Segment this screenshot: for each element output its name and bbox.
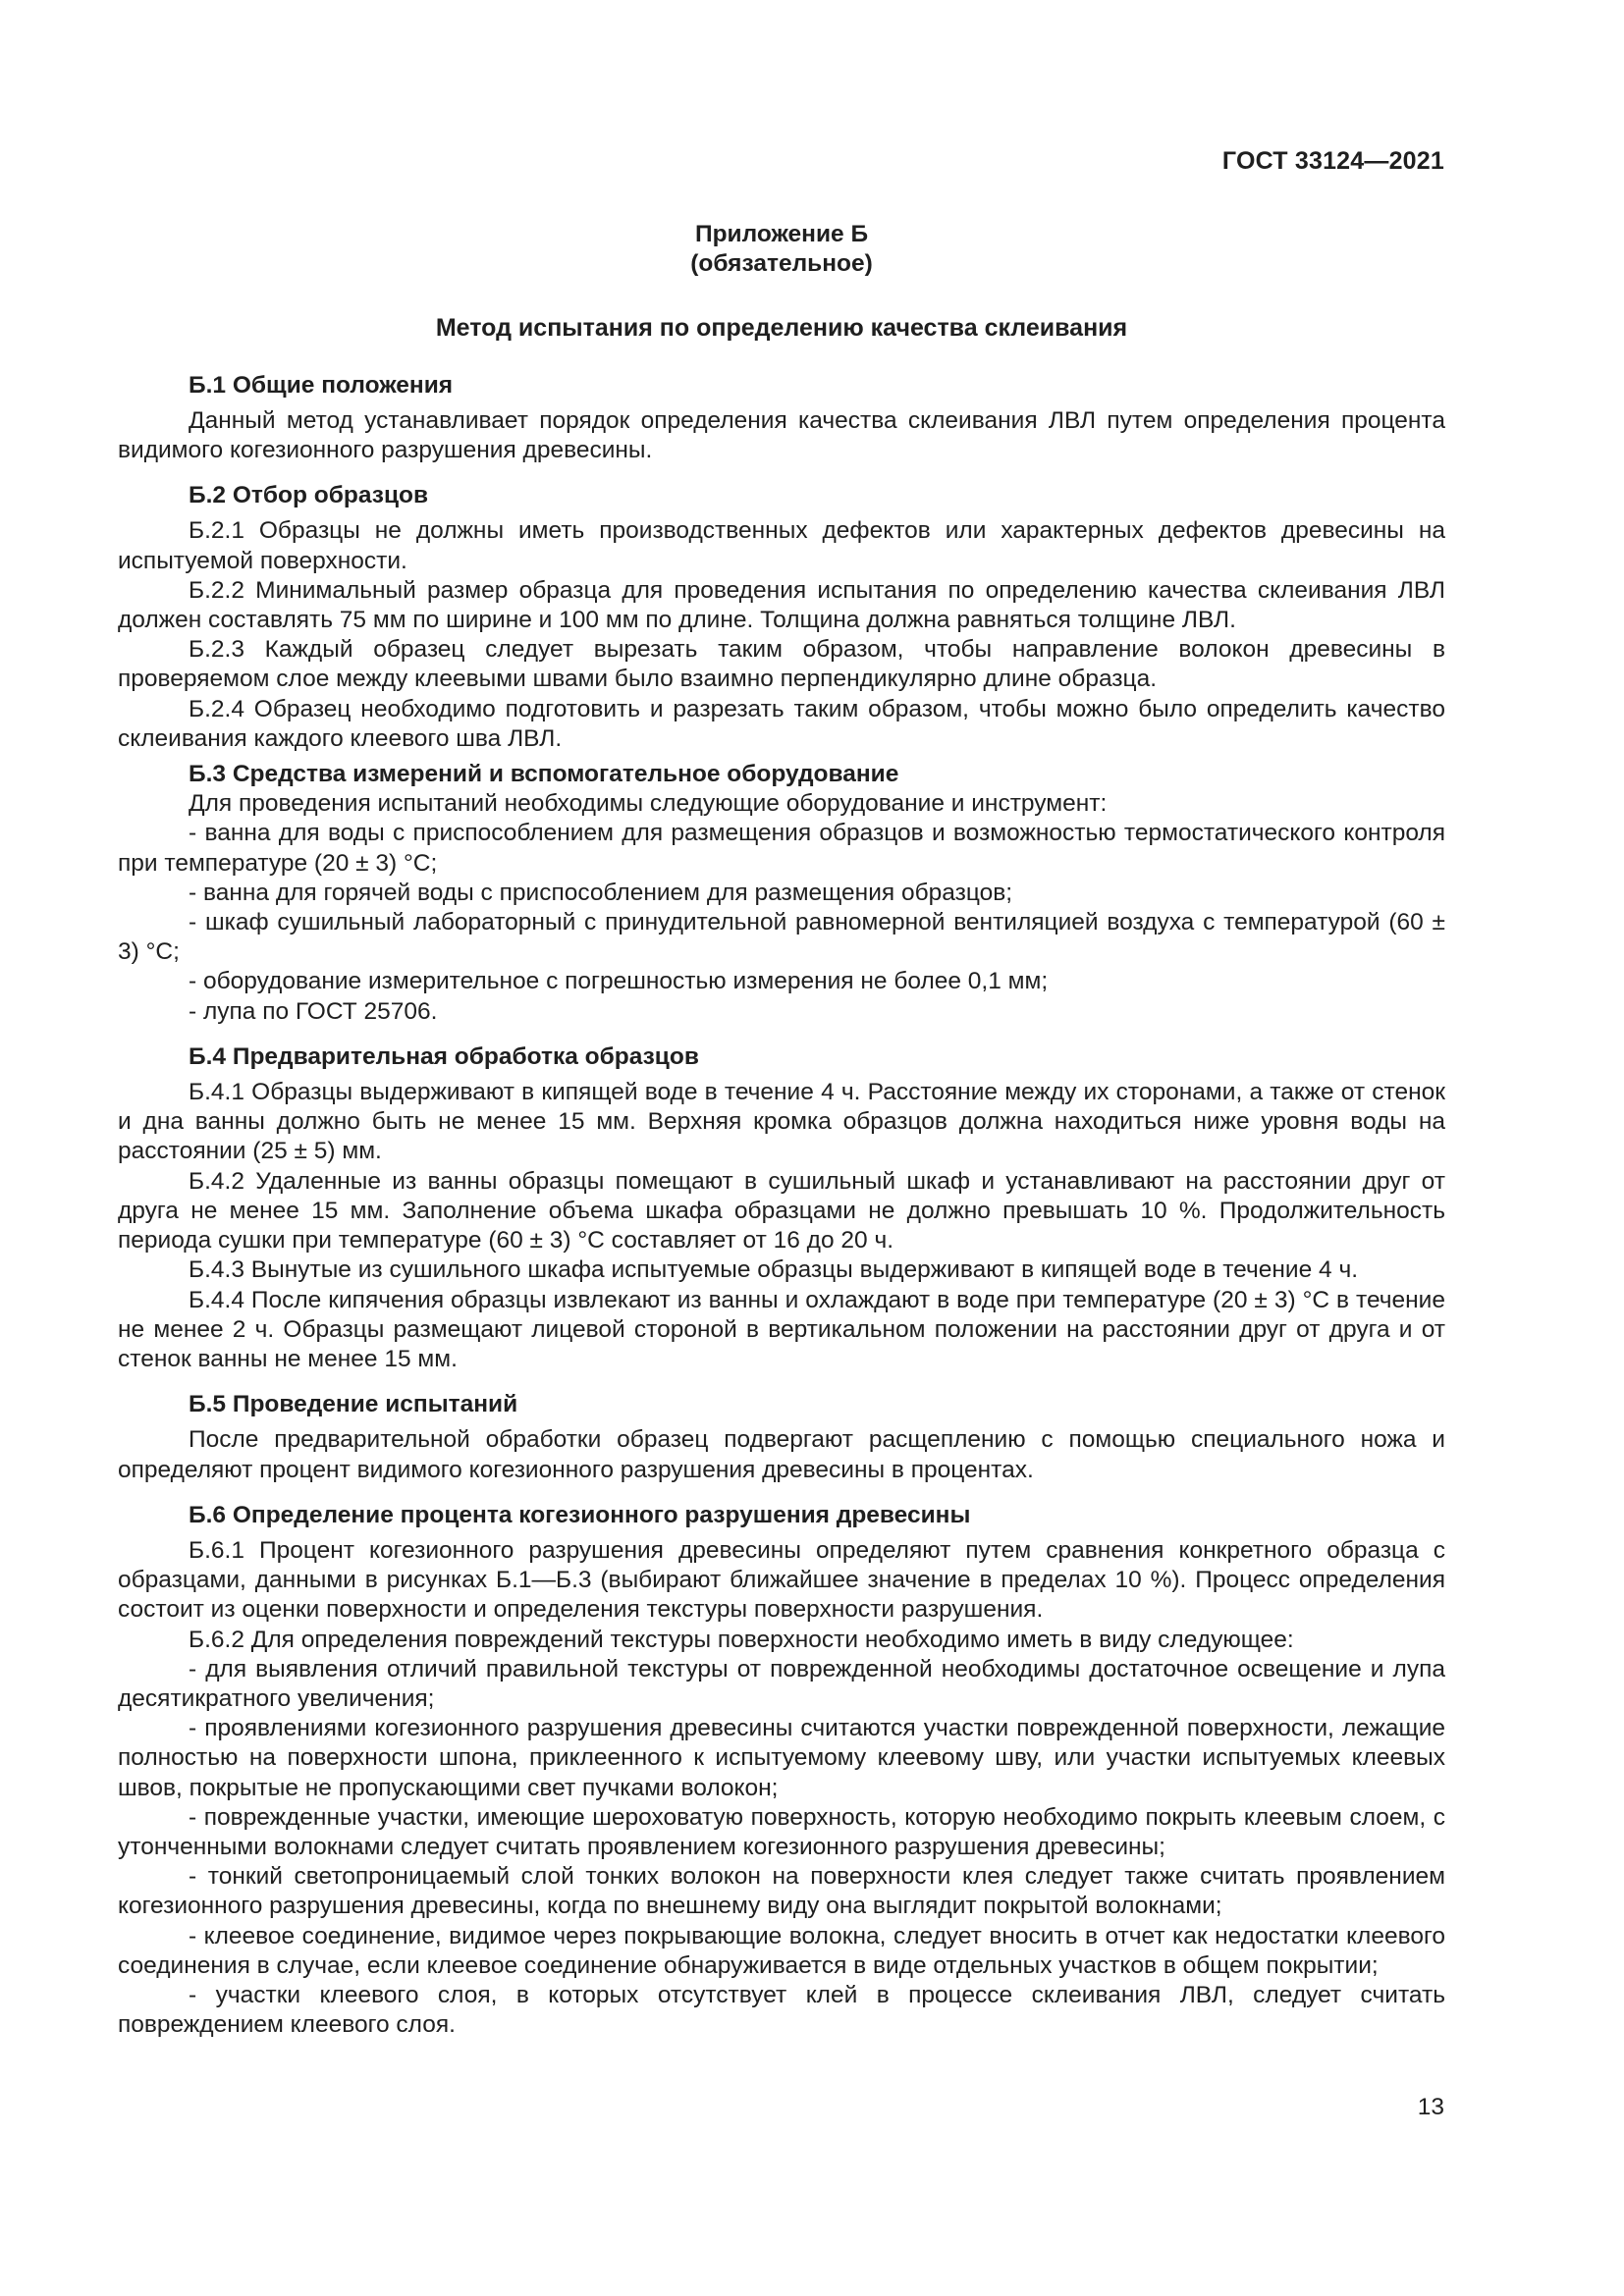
list-item: - участки клеевого слоя, в которых отсутствует клей в процессе склеивания ЛВЛ, следует считать повреждением клеевого слоя. [118,1981,1445,2039]
paragraph: Б.4.2 Удаленные из ванны образцы помещают в сушильный шкаф и устанавливают на расстоянии друг от друга не менее 15 мм. Заполнение объема шкафа образцами не должно превышать 10 %. Продолжительность периода сушки при температуре (60 ± 3) °С составляет от 16 до 20 ч. [118,1167,1445,1255]
paragraph: Б.2.1 Образцы не должны иметь производственных дефектов или характерных дефектов древесины на испытуемой поверхности. [118,517,1445,574]
list-item: - клеевое соединение, видимое через покрывающие волокна, следует вносить в отчет как недостатки клеевого соединения в случае, если клеевое соединение обнаруживается в виде отдельных участков в общем покрытии; [118,1922,1445,1979]
section-b4 [118,1042,1445,1374]
section-title: Б.1 Общие положения [189,371,454,399]
section-b3 [118,760,1445,1027]
list-item: - лупа по ГОСТ 25706. [189,997,438,1025]
page-number: 13 [1417,2094,1444,2120]
list-item: - для выявления отличий правильной текстуры от поврежденной необходимы достаточное освещение и лупа десятикратного увеличения; [118,1655,1445,1712]
list-item: - проявлениями когезионного разрушения древесины считаются участки поврежденной поверхности, лежащие полностью на поверхности шпона, приклеенного к испытуемому клеевому шву, или участки испытуемых клеевых швов, покрытые не пропускающими свет пучками волокон; [118,1715,1445,1801]
paragraph: Б.4.1 Образцы выдерживают в кипящей воде в течение 4 ч. Расстояние между их сторонами, а также от стенок и дна ванны должно быть не менее 15 мм. Верхняя кромка образцов должна находиться ниже уровня воды на расстоянии (25 ± 5) мм. [118,1079,1445,1165]
paragraph: Для проведения испытаний необходимы следующие оборудование и инструмент: [189,790,1108,818]
paragraph: Б.4.3 Вынутые из сушильного шкафа испытуемые образцы выдерживают в кипящей воде в течение 4 ч. [189,1256,1359,1284]
paragraph: Б.2.3 Каждый образец следует вырезать таким образом, чтобы направление волокон древесины в проверяемом слое между клеевыми швами было взаимно перпендикулярно длине образца. [118,636,1445,693]
list-item: - оборудование измерительное с погрешностью измерения не более 0,1 мм; [189,968,1049,995]
document-body [118,220,1445,2040]
paragraph: Данный метод устанавливает порядок определения качества склеивания ЛВЛ путем определения процента видимого когезионного разрушения древесины. [118,406,1445,464]
paragraph: Б.2.4 Образец необходимо подготовить и разрезать таким образом, чтобы можно было определить качество склеивания каждого клеевого шва ЛВЛ. [118,695,1445,752]
section-b1 [118,371,1445,466]
paragraph: После предварительной обработки образец подвергают расщеплению с помощью специального ножа и определяют процент видимого когезионного разрушения древесины в процентах. [118,1426,1445,1483]
section-title: Б.6 Определение процента когезионного разрушения древесины [189,1501,971,1528]
list-item: - шкаф сушильный лабораторный с принудительной равномерной вентиляцией воздуха с температурой (60 ± 3) °С; [118,909,1445,966]
paragraph: Б.2.2 Минимальный размер образца для проведения испытания по определению качества склеивания ЛВЛ должен составлять 75 мм по ширине и 100 мм по длине. Толщина должна равняться толщине ЛВЛ. [118,576,1445,634]
section-title: Б.4 Предварительная обработка образцов [189,1042,699,1070]
annex-type: (обязательное) [690,250,873,278]
list-item: - поврежденные участки, имеющие шероховатую поверхность, которую необходимо покрыть клеевым слоем, с утонченными волокнами следует считать проявлением когезионного разрушения древесины; [118,1803,1445,1860]
document-code: ГОСТ 33124—2021 [1221,147,1444,175]
list-item: - ванна для горячей воды с приспособлением для размещения образцов; [189,879,1013,906]
section-b2 [118,481,1445,754]
section-title: Б.5 Проведение испытаний [189,1391,518,1418]
main-title: Метод испытания по определению качества склеивания [435,314,1128,343]
paragraph: Б.6.1 Процент когезионного разрушения древесины определяют путем сравнения конкретного образца с образцами, данными в рисунках Б.1—Б.3 (выбирают ближайшее значение в пределах 10 %). Процесс определения состоит из оценки поверхности и определения текстуры поверхности разрушения. [118,1536,1445,1624]
paragraph: Б.6.2 Для определения повреждений текстуры поверхности необходимо иметь в виду следующее: [189,1626,1294,1653]
section-b6 [118,1501,1445,2041]
annex-title: Приложение Б [694,221,869,247]
paragraph: Б.4.4 После кипячения образцы извлекают из ванны и охлаждают в воде при температуре (20 ± 3) °С в течение не менее 2 ч. Образцы размещают лицевой стороной в вертикальном положении на расстоянии друг от друга и от стенок ванны не менее 15 мм. [118,1286,1445,1372]
list-item: - ванна для воды с приспособлением для размещения образцов и возможностью термостатического контроля при температуре (20 ± 3) °С; [118,820,1445,877]
section-title: Б.3 Средства измерений и вспомогательное оборудование [189,761,899,788]
section-b5 [118,1390,1445,1485]
section-title: Б.2 Отбор образцов [189,482,429,509]
list-item: - тонкий светопроницаемый слой тонких волокон на поверхности клея следует также считать проявлением когезионного разрушения древесины, когда по внешнему виду она выглядит покрытой волокнами; [118,1863,1445,1920]
